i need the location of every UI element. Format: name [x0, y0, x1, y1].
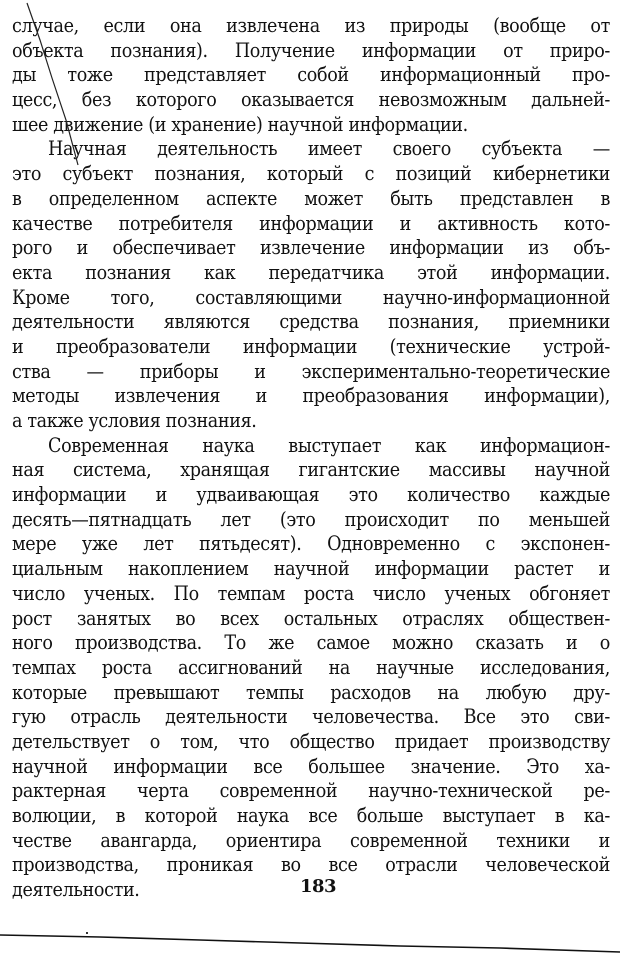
text-line: рактерная черта современной научно-технической ре- — [12, 779, 610, 803]
text-line: циальным накоплением научной информации растет и — [12, 557, 610, 581]
text-line: объекта познания). Получение информации от приро- — [12, 38, 610, 62]
text-line: ды тоже представляет собой информационный про- — [12, 63, 610, 87]
text-line: мере уже лет пятьдесят). Одновременно с экспонен- — [12, 532, 610, 556]
body-text — [12, 14, 610, 903]
paragraph-first-line: Научная деятельность имеет своего субъекта — — [48, 137, 610, 161]
text-line: научной информации все большее значение. Это ха- — [12, 754, 610, 778]
text-line: и преобразователи информации (технические устрой- — [12, 334, 610, 358]
text-line: информации и удваивающая это количество каждые — [12, 483, 610, 507]
text-line: в определенном аспекте может быть представлен в — [12, 186, 610, 210]
text-line: деятельности. — [12, 878, 140, 902]
text-line: рост занятых во всех остальных отраслях обществен- — [12, 606, 610, 630]
text-line: рого и обеспечивает извлечение информации из объ- — [12, 236, 610, 260]
text-line: методы извлечения и преобразования информации), — [12, 384, 610, 408]
paragraph-first-line: Современная наука выступает как информацион- — [48, 433, 610, 457]
text-line: а также условия познания. — [12, 409, 257, 432]
scan-speck — [86, 932, 88, 934]
text-line: качестве потребителя информации и активность кото- — [12, 211, 610, 235]
text-line: десять—пятнадцать лет (это происходит по меньшей — [12, 507, 610, 531]
text-line: это субъект познания, который с позиций кибернетики — [12, 162, 610, 186]
text-line: ного производства. То же самое можно сказать и о — [12, 631, 610, 655]
text-line: производства, проникая во все отрасли человеческой — [12, 853, 610, 877]
page-number: 183 — [300, 876, 337, 897]
page-edge-line — [0, 935, 620, 952]
text-line: число ученых. По темпам роста число ученых обгоняет — [12, 581, 610, 605]
text-line: честве авангарда, ориентира современной техники и — [12, 828, 610, 852]
text-line: шее движение (и хранение) научной информации. — [12, 112, 468, 136]
text-line: цесс, без которого оказывается невозможным дальней- — [12, 88, 610, 112]
text-line: ства — приборы и экспериментально-теоретические — [12, 359, 610, 383]
text-line: волюции, в которой наука все больше выступает в ка- — [12, 804, 610, 827]
text-line: ная система, хранящая гигантские массивы научной — [12, 458, 610, 482]
text-line: детельствует о том, что общество придает производству — [12, 729, 610, 753]
text-line: Кроме того, составляющими научно-информационной — [12, 285, 610, 309]
text-line: темпах роста ассигнований на научные исследования, — [12, 655, 610, 679]
text-line: которые превышают темпы расходов на любую дру- — [12, 680, 610, 704]
text-line: гую отрасль деятельности человечества. Все это сви- — [12, 705, 610, 729]
text-line: екта познания как передатчика этой информации. — [12, 260, 610, 284]
text-line: деятельности являются средства познания, приемники — [12, 310, 610, 334]
text-line: случае, если она извлечена из природы (вообще от — [12, 14, 610, 37]
